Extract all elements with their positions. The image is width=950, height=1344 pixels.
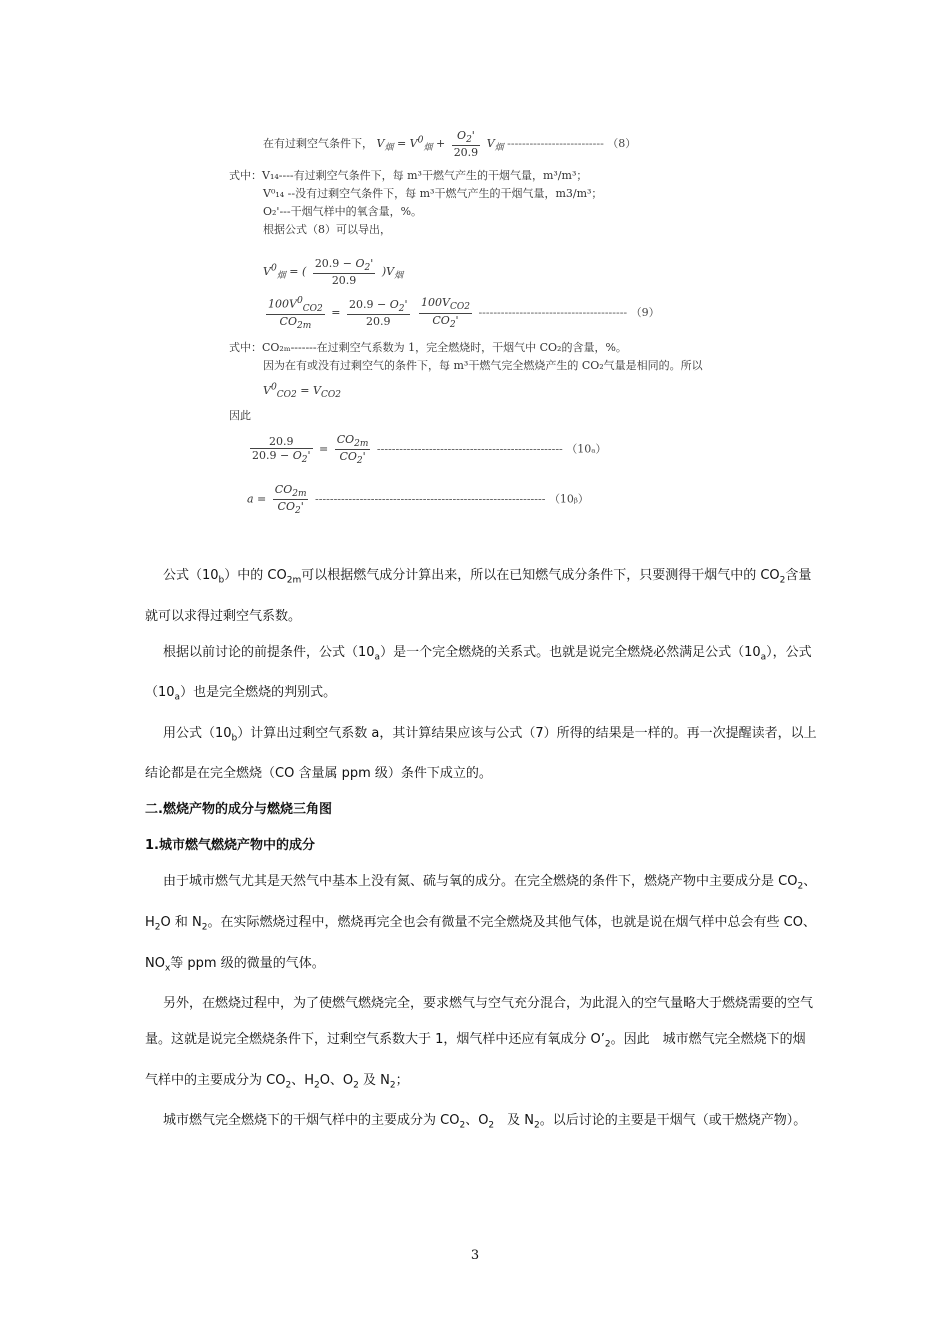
subsection-heading: 1.城市燃气燃烧产物中的成分 (145, 838, 315, 854)
yinci-text: 因此 (229, 409, 251, 422)
body-text (145, 558, 817, 1144)
eq10b-tag: （10ᵦ） (548, 492, 589, 506)
eq8-line: 在有过剩空气条件下， $V_烟 = V^0_烟$ + $\frac{O_2'}{20.9}$ $V_烟$ -------------------------- （8） (263, 129, 637, 160)
eq8-condition: 在有过剩空气条件下， (263, 137, 373, 151)
eq10b-line: a = $\frac{CO_{2m}}{CO_2'}$ -------------------------------------------------------------- （10ᵦ） (247, 483, 589, 517)
eq9a-line: $V^0_烟$ = ( $\frac{20.9 - O_2'}{20.9}$ )$V_烟$ (263, 257, 404, 288)
paragraph-4: 由于城市燃气尤其是天然气中基本上没有氮、硫与氧的成分。在完全燃烧的条件下，燃烧产物中主要成分是 $CO_2$、$H_2O$ 和 $N_2$。在实际燃烧过程中，燃烧再完全也会有微量不完全燃烧及其他气体，也就是说在烟气样中总会有些 CO、$NO_x$等 ppm 级的微量的气体。 (145, 874, 817, 974)
paragraph-6: 城市燃气完全燃烧下的干烟气样中的主要成分为 $CO_2$、$O_2$ 及 $N_2$。以后讨论的主要是干烟气（或干燃烧产物）。 (163, 1113, 807, 1131)
paragraph-5: 另外，在燃烧过程中，为了使燃气燃烧完全，要求燃气与空气充分混合，为此混入的空气量略大于燃烧需要的空气量。这就是说完全燃烧条件下，过剩空气系数大于 1，烟气样中还应有氧成分 $O’_2$。因此 城市燃气完全燃烧下的烟气样中的主要成分为 $CO_2$、$H_2O$、$O_2$ 及 $N_2$； (145, 996, 814, 1091)
eq9-tag: （9） (630, 306, 660, 320)
note-line-6: 因为在有或没有过剩空气的条件下，每 m³干燃气完全燃烧产生的 CO₂气量是相同的。所以 (263, 359, 703, 372)
section-heading: 二.燃烧产物的成分与燃烧三角图 (145, 802, 332, 818)
note-line-1: 式中：V₁₄----有过剩空气条件下，每 m³干燃气产生的干烟气量，m³/m³； (229, 169, 588, 182)
note-line-2: V⁰₁₄ --没有过剩空气条件下，每 m³干燃气产生的干烟气量，m3/m³； (263, 187, 603, 200)
eq-vco2-line: $V^0_{CO2} = V_{CO2}$ (263, 381, 341, 400)
formula-figure (225, 115, 725, 525)
eq10a-line: $\frac{20.9}{20.9 - O_2'}$ = $\frac{CO_{2m}}{CO_2'}$ -------------------------------------------------- （10ₐ） (252, 433, 607, 467)
paragraph-2: 根据以前讨论的前提条件，公式$(10_a)$是一个完全燃烧的关系式。也就是说完全燃烧必然满足公式$(10_a)$，公式$(10_a)$也是完全燃烧的判别式。 (145, 644, 812, 703)
paragraph-1: 公式$(10_b)$中的 $CO_{2m}$可以根据燃气成分计算出来，所以在已知燃气成分条件下，只要测得干烟气中的 $CO_2$含量就可以求得过剩空气系数。 (145, 568, 812, 624)
paragraph-3: 用公式$(10_b)$计算出过剩空气系数 a，其计算结果应该与公式（7）所得的结果是一样的。再一次提醒读者，以上结论都是在完全燃烧（CO 含量属 ppm 级）条件下成立的。 (145, 725, 817, 782)
eq10a-tag: （10ₐ） (566, 442, 607, 456)
eq9b-line: $\frac{100V^0_{CO2}}{CO_{2m}}$ = $\frac{20.9 - O_2'}{20.9}$ $\frac{100V_{CO2}}{CO_2'}$ ---------------------------------------- （9） (268, 295, 660, 332)
note-line-5: 式中：CO₂ₘ-------在过剩空气系数为 1，完全燃烧时，干烟气中 CO₂的含量，%。 (229, 341, 627, 354)
note-line-4: 根据公式（8）可以导出， (263, 223, 391, 236)
eq8-tag: （8） (607, 137, 637, 151)
page-number: 3 (470, 1248, 480, 1263)
note-line-3: O₂'---干烟气样中的氧含量，%。 (263, 205, 423, 218)
